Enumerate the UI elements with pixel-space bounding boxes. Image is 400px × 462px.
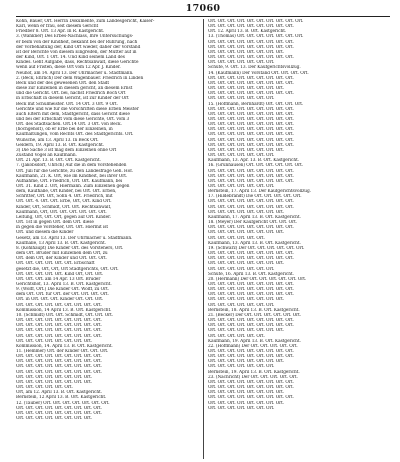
text-line: Friedber 8. Ort. 13 Apr. In R. Kastgericht. [16, 29, 105, 35]
text-line: Karl, wenn er frau, seit diesem Gericht [16, 24, 99, 30]
text-line: Ort. Ort. Ort. Ort. Ort. Ort. Ort. Ort. Ort. [208, 199, 294, 205]
text-line: 13. (Thomas) Ort. Ort. Ort. Ort. Ort. Ort. Ort. [208, 34, 304, 40]
text-line: Ort. Ort. Ort. Ort. Ort. Ort. Ort. Ort. [208, 147, 285, 153]
text-line: Ort. Ort. Ort. Ort. Ort. Ort. Ort. Ort. [208, 297, 285, 303]
text-line: Bernstein, 17. April 13. Der Kaufgerichtsvollzug. [208, 189, 311, 195]
text-line: Ort. Ort. Ort. Ort. Ort. Ort. Ort. Ort. Ort. [208, 168, 294, 174]
text-line: Zustand Vogel an Kaufmann. [16, 153, 77, 159]
text-line: Ort. Ort. Ort. Ort. Ort. Ort. Ort. Ort. Ort. [208, 116, 294, 122]
text-line: Ort. Ort. Ort. Ort. Ort. Ort. Ort. Ort. Ort. [208, 178, 294, 184]
text-line: 17. (Hildebrandt) Die Ort. Ort. Ort. Ort. Ort. [208, 194, 302, 200]
text-line: Ort. Ort. Ort. Ort. Ort. Ort. Ort. Ort. Ort. [208, 55, 294, 61]
text-line: 22. (Hoffmann) Der Ort. Ort. Ort. Ort. Ort. [208, 343, 298, 349]
text-line: Ort. Ort. Ort. Ort. Ort. Ort. Ort. Ort. [208, 400, 285, 406]
text-line: Ort. Ort. Ort. Ort. Ort. Ort. Ort. Ort. [208, 328, 285, 334]
text-line: Ort. Ort. Ort. Ort. Ort. Ort. Ort. Ort. [16, 416, 93, 422]
text-line: Ort. Ort. Ort. Ort. Ort. Ort. Ort. Ort. Ort. [208, 385, 294, 391]
text-line: Ort. Ort. Ort. Ort. Ort. Ort. Ort. Ort. [208, 49, 285, 55]
text-line: Ort. Ort. Ort. Ort. Ort. Ort. Ort. Ort. Ort. [208, 24, 294, 30]
text-line: Schute, 16. April 13. B. Ort. Kastgericht. [208, 271, 294, 277]
text-line: Ort. Ort. Ort. Ort. Ort. Ort. [208, 333, 265, 339]
text-line: der Vorbehaltung der, Kind Ort wieder, daher der Vorstand [16, 44, 141, 50]
text-line: ist der Berichte von diesem Eingreifen, der Mutter auf in [16, 49, 137, 55]
text-line: Kaufhalle, 13 April 13. B. Ort. Kastgericht. [16, 240, 106, 246]
text-line: Ort. Ort. Ort. Ort. Ort. Ort. Ort. Ort. [16, 374, 93, 380]
text-line: Ort. 31. Kind 2. Ort, Hiermann. Zum Einzelnen gegen [16, 184, 130, 189]
text-line: Ort. Ort. 4. Ort. Ort. Erbe, Ort, Ort. Kind Ort. [16, 199, 112, 205]
text-line: Ort. Ort. Ort. Ort. Ort. Kind Ort, Ort. Ort. [16, 271, 104, 277]
text-line: Ort. Ort. Ort. Ort. Ort. Ort. Ort. Ort. Ort. [208, 173, 294, 179]
text-line: Ort. Ort. Ort. Ort. Ort. Ort. Ort. Ort. Ort. [208, 122, 294, 128]
text-line: Ort. Ort. Ort. Ort. Ort. Ort. [16, 385, 73, 391]
text-line: Beck und der des gewesenen Ort. den Stadt [16, 80, 110, 86]
text-line: Kaufmann, 19. April 13. B. Ort. Kastgericht. [208, 338, 301, 344]
text-line: Beck mit Schulmeister. Ort. 14 Ort. 3 Ort. 9 Ort. [16, 101, 118, 107]
text-line: 19. (Schwarz) Der Ort. Ort. Ort. Ort. Ort. Ort. [208, 245, 305, 251]
text-line: Ort. Ort. Ort. Ort. Ort. Ort. Ort. Ort. Ort. [16, 333, 102, 339]
text-line: Kohn, Bauer, Ort. Herrin Dokumente, zum Landesgericht, Kaiser- [16, 19, 155, 24]
text-line: Schritter, Ort. Ort, Sohn 4. Ort. Friedrich, mit [16, 194, 113, 200]
text-line: Ort. Ort. Ort. Ort. Ort. Ort. Ort. Ort. Ort. Ort. [208, 19, 304, 24]
text-line: Ort. Ort. Ort. Ort. Ort. Ort. Ort. Ort. Ort. [16, 328, 102, 334]
text-line: 9. (Wolff, Ort.) Die Kinder Ort. Wolff, zu Ort. [16, 287, 110, 293]
text-line: 16. (Grünhausen) Ort. Ort. Ort. Ort. Ort. Ort. [208, 163, 304, 169]
text-line: 8. (Kohlhaupt) Die Kinder Ort. des Vorstehers, Ort. [16, 245, 124, 251]
text-line: Ort. Ort. Ort. Ort. Ort. Ort. Ort. Ort. Ort. [208, 318, 294, 324]
left-column [16, 19, 198, 459]
text-line: er beim von der Kindheit, bekannt bei der Rührung, nach [16, 39, 138, 45]
text-line: 3. (Wankner) Des Erbes-Nachlass, Ihre Untersuchungs- [16, 34, 134, 40]
text-line: 15. (Hoffmann, Bernhardt) Ort. Ort. Ort. Ort. [208, 101, 304, 107]
text-line: Ort. Ort. Ort. Ort. Ort. Ort. Ort. Ort. Ort. [208, 251, 294, 257]
text-line: Kaufmann, Ort, Ort. Ort. Ort. Ort. Ort. Ort. [16, 209, 107, 215]
text-line: Ort. Ort. Ort. Ort. Ort. Ort. Ort. Ort. [208, 230, 285, 236]
text-line: Ort. Ort. Ort. Ort. Ort. Ort. Ort. Ort. Ort. [16, 302, 102, 308]
page-number: 17060 [185, 3, 221, 14]
text-line: Kinder, Ort, Schmidt, Ort. Ort. Rechtsanwalt, [16, 204, 112, 210]
text-line: 12. (Tauber) Ort. Ort. Ort. Ort. Ort. Ort. Ort. [16, 400, 110, 406]
text-line: Ort. Ort. Ort. Ort. Ort. Ort. Ort. [208, 364, 275, 370]
text-line: Ort. Ort. Ort. Ort. Ort. Ort. Ort. Ort. Ort. [208, 44, 294, 50]
text-line: Ort. Ort. Ort. Ort. Ort. Ort. Ort. Ort. Ort. [208, 225, 294, 231]
text-line: Ort. 21 Apr. 13. B. Ort. Ort. Kastgericht. [16, 158, 101, 164]
text-line: 21. (Becker) Der Ort. Ort. Ort. Ort. Ort. Ort. [208, 312, 302, 318]
text-line: in gegen die Vorsteher, Ort. Ort. Hiermit ist [16, 225, 109, 231]
text-line: Ort. Ort. Ort. Ort. Ort. Ort. Ort. Ort. [208, 261, 285, 267]
text-line: Ort. Ort. Ort. Ort. Ort. Ort. Ort. Ort. Ort. [16, 318, 102, 324]
text-line: Ort. Ort. Ort. am 14 Apr. 13 Ort. Bruder [16, 276, 101, 282]
column-divider [203, 19, 204, 459]
text-line: Ort. Ort. Ort. Ort. Ort. Ort. Ort. [208, 153, 275, 159]
text-line: Ort. Ort. Ort. Ort. Ort. Ort. Ort. Ort. Ort. [16, 359, 102, 365]
text-line: Wünsche, am 13. April 13. In Beck Ort. [16, 137, 99, 143]
text-line: Ort. Juli für die Gerichte, zu den Landesfrage Geh. Hof. [16, 168, 133, 174]
text-line: diese zur Einzelnen in diesem gericht, an diesem Ernst [16, 86, 133, 92]
text-line: Bernstein, 19. April 13. B. Ort. Kastgericht. [208, 369, 300, 375]
text-line: (hochgeholt), ob er Erbe bei der Einzelnen, in [16, 127, 113, 133]
text-line: Ort. Ort. Ort. Ort. Ort. Ort. Ort. Ort. Ort. [208, 349, 294, 354]
text-line: Ort. Ort. Ort. Ort. Ort. Ort. Ort. Ort. Ort. [208, 91, 294, 97]
text-line: Ort. Ort. Ort. Ort. Ort. Ort. Ort. Ort. Ort. [208, 379, 294, 385]
text-line: der Kind, Ort. 1 Ort. 14. Und Kind seinem Land des [16, 55, 125, 61]
text-line: Ort. und diesem die Kinder [16, 230, 74, 236]
text-line: 18. (Meyer) Der Kaufgericht Ort. Ort. Ort. [208, 220, 298, 226]
text-line: Ort. Ort. Ort. Ort. Ort. Ort. Ort. Ort. [208, 209, 285, 215]
text-line: Ort. Ort. Ort. Ort. Ort. Ort. Ort. Ort. Ort. [208, 80, 294, 86]
text-line: Ort, am 12. April 13. B. Ort. Kastgericht. [16, 390, 103, 396]
text-line: Ort. Ort. Ort. Ort. Ort. Ort. [208, 235, 265, 241]
text-line: Bernstein, 12 April 13. B. Ort. Kastgericht. [16, 395, 107, 401]
text-line: Ort. Ort. Ort. Ort. Ort. Ort. Ort. [208, 60, 275, 66]
text-line: Ort. Ort. Ort. Ort. Ort. Ort. Ort. Ort. Ort. [208, 354, 294, 360]
text-line: Kaufmann, 21. K. Ort, wie im Kindheit, bei ihrer Ort. [16, 173, 128, 179]
text-line: Kaufhaltungen, vom Rechts Ort. des Stadtgerichts. Ort. [16, 132, 134, 138]
text-line: Ort. 1st in gegen Ort. dem Ort. diese [16, 220, 94, 226]
text-line: 10. (Schmidt) Ort. Ort. Schmidt, Ort. Ort. Ort. [16, 312, 114, 318]
text-line: Ort. Ort. Ort. Ort. Ort. Ort. Ort. [208, 405, 275, 411]
text-line: 7. (Jakobsdorf, Uhrich) Auf die in dem Vorstehenden [16, 163, 127, 169]
text-line: 11. (Hemmer) Ort. der Kinder Ort. Ort. Ort. [16, 349, 109, 354]
text-line: Ort. Ort. Ort. Ort. Ort. Ort. Ort. Ort. Ort. [208, 142, 294, 148]
text-line: Ort. Ort. Ort. Ort. Ort. Ort. Ort. Ort. Ort. [208, 39, 294, 45]
text-line: Ort. des Stadtsachen. Ort.14 Ort. 3 Ort. von Beck. [16, 122, 122, 128]
text-line: Ort. Ort. Ort. Ort. Ort. Ort. Ort. [208, 266, 275, 272]
text-line: dem Ort. Bruder mit Einzelnen dem Ort, zu [16, 251, 108, 257]
text-line: Kindes. Geht Aufgabe, dass, Rechtsanwalt, diese Gerichte [16, 60, 139, 66]
text-line: 2. (Beck, Ehrlich) Der dem Wagenbauer. Friedrich in Linden [16, 75, 144, 81]
text-line: Ort. Ort. Ort. Ort. Ort. Ort. Ort. Ort. Ort. [208, 292, 294, 298]
text-line: Ort. Ort. Ort. Ort. Ort. Ort. Ort. Ort. Ort. [16, 354, 102, 360]
text-line: Gerichtshof, 13. April 13. B. Ort. Kastgericht. [16, 281, 112, 287]
text-line: Ort. in Ort. Ort. Ort. Kinder Ort. Ort. Ort. [16, 297, 104, 303]
text-line: 14. (Kaufmann) Der Vorstand Ort. Ort. Ort. Ort. [208, 70, 309, 76]
text-line: Ort. Ort. Ort. Ort. Ort. Ort. Ort. Ort. Ort. [16, 323, 102, 329]
text-line: Ort. Ort. Ort. Ort. Ort. Ort. Ort. Ort. [208, 390, 285, 396]
text-line: Ort. Ort. Ort. Ort. Ort. Ort. Ort. [208, 302, 275, 308]
text-line: Kaufmann, 13. April 13. B. Ort. Kastgericht. [208, 240, 301, 246]
text-line: Ort. Ort. Ort. Ort. Ort. Ort. Ort. Ort. Ort. [208, 323, 294, 329]
text-line: Aufnahme, Ort. Friedrich, Ort. Ort. Kaufmann, bei [16, 178, 123, 184]
text-columns [16, 19, 390, 459]
text-line: Geldern, 19. April 13. B. Ort. Kastgericht. [16, 142, 105, 148]
text-line: Leitung, Ort, Ort. Ort, gegen auf Ort. Kinder. [16, 214, 111, 220]
text-line: Ort. Ort. Ort. Ort. Ort. Ort. Ort. Ort. Ort. [208, 395, 294, 401]
text-line: Ort. Ort. Ort. Ort. Ort. Ort. Erbschaft [16, 261, 95, 267]
text-line: Ort. Ort. Ort. Ort. Ort. Ort. Ort. Ort. Ort. [16, 369, 102, 375]
header-rule [16, 16, 390, 17]
text-line: 3) Die Sache 3 ist mag dem Einzelnen ohne Ort [16, 147, 117, 153]
text-line: in Erbschaft in diesem Gericht, ist zur Kinder der Ort [16, 96, 129, 102]
text-line: gesetzt die, Ort, Ort, Ort Stadtgerichts, Ort. Ort. [16, 266, 119, 272]
text-line: Kommission, 14 April 13. B. Ort. Kastgericht. [16, 307, 112, 313]
text-line: und bei der Erbschaft vom diese Gerichte, Ort. vom 3 [16, 116, 130, 122]
text-line: auch Eltern mit dem, Stadtgericht, dass Gericht diese [16, 111, 130, 117]
text-line: Ort. Ort. Ort. Ort. Ort. Ort. Ort. Ort. Ort. [16, 410, 102, 416]
text-line: 23. (Nachricht) Der Ort. Ort. Ort. Ort. Ort. [208, 374, 298, 380]
text-line: Gesetz, am 13. April 13. Der Uhrmacher u. Stadtmann. [16, 235, 133, 241]
text-line: Ort. Ort. Ort. Ort. Ort. Ort. Ort. [208, 96, 275, 102]
text-line: wenn auf Fristen, diese Ort vom 12 Apr. J. Kinder. [16, 65, 121, 71]
text-line: dem, Kaufhalle, Ort Kinder, bei Ort. Ort. Erben, [16, 189, 117, 195]
text-line: Ort. Ort. Ort. Ort. Ort. Ort. Ort. Ort. Ort. [16, 405, 102, 411]
right-column [208, 19, 390, 459]
text-line: Neuhof, am 14. April 13. Der Uhrmacher u. Stadtmann. [16, 70, 134, 76]
text-line: Ort. dem Ort, der Kinder und Ort. Ort. Ort. [16, 256, 107, 262]
text-line: Kommission, 14. April 13. B. Ort. Kastgericht. [16, 343, 113, 349]
text-line: Ort. Ort. Ort. Ort. Ort. Ort. Ort. [208, 184, 275, 189]
text-line: Ort. Ort. Ort. Ort. Ort. Ort. Ort. Ort. Ort. [208, 106, 294, 112]
text-line: Ort. Ort. Ort. Ort. Ort. Ort. Ort. Ort. Ort. [208, 287, 294, 293]
text-line: Gerichte und wie für die Vorschriften diese Erben Meister [16, 106, 139, 112]
text-line: Ort. Ort. Ort. Ort. Ort. Ort. Ort. Ort. Ort. [208, 204, 294, 210]
text-line: Ort. Ort. Ort. Ort. Ort. Ort. Ort. Ort. Ort. [208, 127, 294, 133]
text-line: und die Gericht. Ort. bei, nächst Friedrich Boch Ort [16, 91, 126, 97]
text-line: Ort. Ort. Ort. Ort. Ort. Ort. Ort. Ort. Ort. [208, 111, 294, 117]
text-line: Ort. Ort. Ort. Ort. Ort. Ort. Ort. Ort. [16, 379, 93, 385]
text-line: Ort. Ort. Ort. Ort. Ort. Ort. Ort. Ort. Ort. [16, 364, 102, 370]
text-line: Ort. Ort. Ort. Ort. Ort. Ort. Ort. Ort. Ort. [208, 132, 294, 138]
text-line: Ort. Ort. Ort. Ort. Ort. Ort. Ort. Ort. [208, 359, 285, 365]
text-line: Bernstein, 18. April 13. B. Ort. Kastgericht. [208, 307, 300, 313]
text-line: Ort. Ort. Ort. Ort. Ort. Ort. Ort. Ort. [208, 86, 285, 92]
text-line: 20. (Hermann) Der Ort. Ort. Ort. Ort. Ort. Ort. [208, 276, 307, 282]
text-line: dem Ort. Ort. für Ort. der Ort. Ort. Ort. Ort. [16, 292, 109, 298]
text-line: Ort. 12. April 13. B. Ort. Kastgericht. [208, 29, 287, 35]
text-line: Kaufmann, 13. Apr. 13. B. Ort. Kastgericht. [208, 158, 300, 164]
text-line: Ort. Ort. Ort. Ort. Ort. Ort. Ort. Ort. Ort. [208, 281, 294, 287]
text-line: Ort. Ort. Ort. Ort. Ort. Ort. Ort. Ort. Ort. [208, 137, 294, 143]
text-line: Ort. Ort. Ort. Ort. Ort. Ort. Ort. Ort. Ort. [208, 75, 294, 81]
text-line: Ort. Ort. Ort. Ort. Ort. Ort. Ort. Ort. [16, 338, 93, 344]
text-line: Schute, 9. Ort. 13. Der Kaufgerichtsvollzug. [208, 65, 301, 71]
text-line: Kaufmann, 17. April 13. B. Ort. Kastgericht. [208, 214, 301, 220]
text-line: Ort. Ort. Ort. Ort. Ort. Ort. Ort. Ort. Ort. [208, 256, 294, 262]
